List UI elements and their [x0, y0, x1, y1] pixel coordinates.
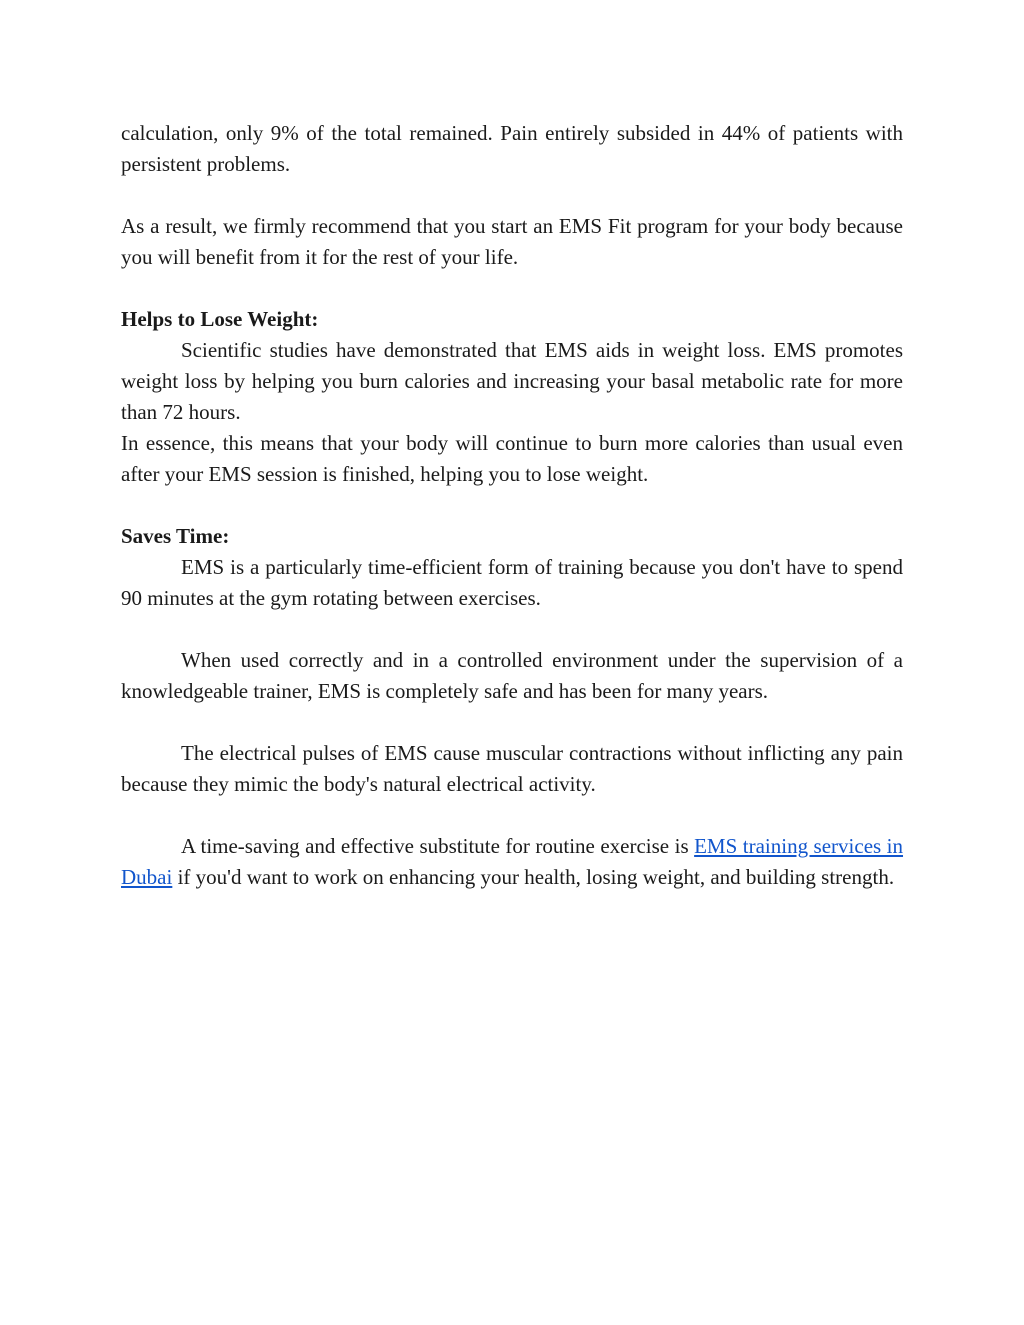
spacer: [121, 800, 903, 831]
spacer: [121, 614, 903, 645]
weight-heading: Helps to Lose Weight:: [121, 307, 319, 331]
safety-paragraph: When used correctly and in a controlled environment under the supervision of a knowledgeable trainer, EMS is completely safe and has been for many years.: [121, 648, 903, 703]
pulses-paragraph: The electrical pulses of EMS cause muscular contractions without inflicting any pain because they mimic the body's natural electrical activity.: [121, 741, 903, 796]
document-page: [121, 118, 903, 893]
spacer: [121, 273, 903, 304]
time-heading: Saves Time:: [121, 524, 230, 548]
weight-paragraph-2: In essence, this means that your body will continue to burn more calories than usual even after your EMS session is finished, helping you to lose weight.: [121, 431, 903, 486]
weight-paragraph-1: Scientific studies have demonstrated that EMS aids in weight loss. EMS promotes weight loss by helping you burn calories and increasing your basal metabolic rate for more than 72 hours.: [121, 338, 903, 424]
spacer: [121, 180, 903, 211]
ems-training-link[interactable]: EMS training services in Dubai: [121, 834, 904, 889]
spacer: [121, 707, 903, 738]
intro-paragraph-2: As a result, we firmly recommend that you start an EMS Fit program for your body because you will benefit from it for the rest of your life.: [121, 214, 903, 269]
spacer: [121, 490, 903, 521]
closing-paragraph: [121, 831, 903, 893]
closing-text-after: if you'd want to work on enhancing your health, losing weight, and building strength.: [172, 865, 895, 889]
intro-paragraph-1: calculation, only 9% of the total remained. Pain entirely subsided in 44% of patients with persistent problems.: [121, 121, 903, 176]
time-paragraph-1: EMS is a particularly time-efficient form of training because you don't have to spend 90 minutes at the gym rotating between exercises.: [121, 555, 903, 610]
closing-text-before: A time-saving and effective substitute for routine exercise is: [181, 834, 695, 858]
